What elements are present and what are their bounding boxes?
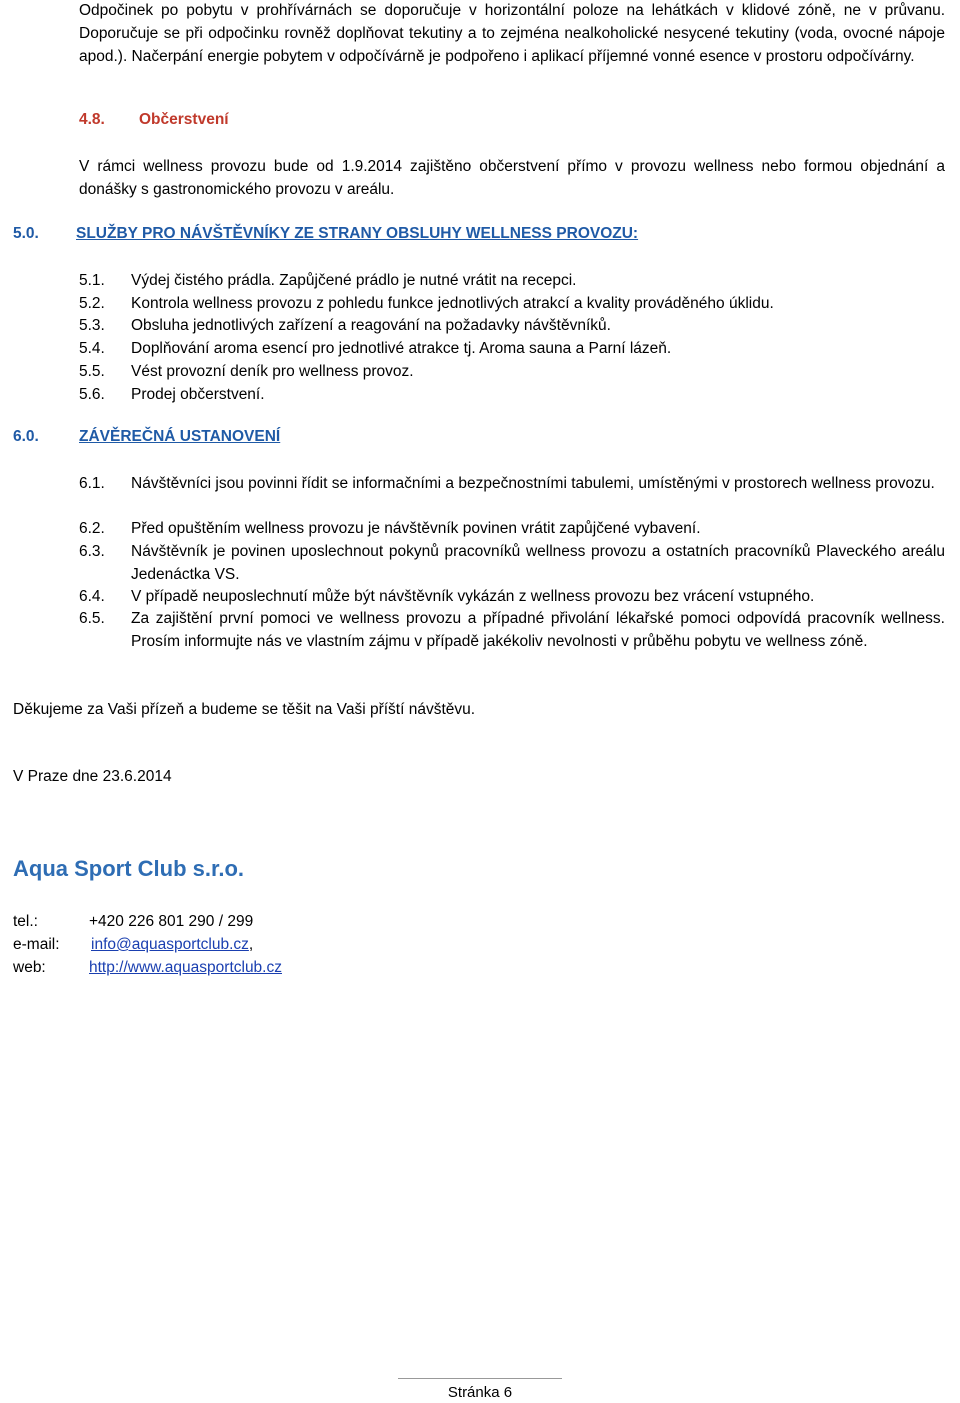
list-item-number: 5.6. — [79, 386, 105, 403]
list-item-text: Doplňování aroma esencí pro jednotlivé atrakce tj. Aroma sauna a Parní lázeň. — [131, 340, 672, 357]
page-number: Stránka 6 — [447, 1384, 513, 1401]
footer-divider — [398, 1378, 562, 1379]
contact-web — [13, 957, 282, 980]
web-label: web: — [13, 959, 46, 976]
section-5-title: SLUŽBY PRO NÁVŠTĚVNÍKY ZE STRANY OBSLUHY WELLNESS PROVOZU: — [76, 225, 639, 242]
section-4-8-number: 4.8. — [79, 111, 105, 128]
section-5-number: 5.0. — [13, 225, 39, 242]
list-item-text: Kontrola wellness provozu z pohledu funkce jednotlivých atrakcí a kvality prováděného úklidu. — [131, 295, 774, 312]
tel-value: +420 226 801 290 / 299 — [89, 913, 254, 930]
contact-tel — [13, 911, 253, 934]
section-4-8-text: V rámci wellness provozu bude od 1.9.2014 zajištěno občerstvení přímo v provozu wellness nebo formou objednání a donášky s gastronomického provozu v areálu. — [79, 158, 945, 198]
email-suffix: , — [248, 936, 254, 953]
list-item-text: Prodej občerstvení. — [131, 386, 265, 403]
list-item-number: 6.3. — [79, 543, 105, 560]
section-6-title: ZÁVĚREČNÁ USTANOVENÍ — [79, 428, 281, 445]
section-6-number: 6.0. — [13, 428, 39, 445]
list-item-number: 6.4. — [79, 588, 105, 605]
web-link[interactable]: http://www.aquasportclub.cz — [89, 959, 282, 976]
list-item-text: V případě neuposlechnutí může být návštěvník vykázán z wellness provozu bez vrácení vstupného. — [131, 588, 815, 605]
list-item-number: 5.3. — [79, 317, 105, 334]
list-item-number: 6.1. — [79, 475, 105, 492]
section-4-8-title: Občerstvení — [139, 111, 229, 128]
tel-label: tel.: — [13, 913, 38, 930]
company-name: Aqua Sport Club s.r.o. — [13, 856, 245, 881]
list-item-number: 6.5. — [79, 610, 105, 627]
list-item-text: Návštěvník je povinen uposlechnout pokynů pracovníků wellness provozu a ostatních pracovníků Plaveckého areálu Jedenáctka VS. — [131, 543, 945, 583]
list-item-text: Před opuštěním wellness provozu je návštěvník povinen vrátit zapůjčené vybavení. — [131, 520, 701, 537]
list-item-number: 5.5. — [79, 363, 105, 380]
email-link[interactable]: info@aquasportclub.cz — [91, 936, 249, 953]
intro-paragraph: Odpočinek po pobytu v prohřívárnách se doporučuje v horizontální poloze na lehátkách v klidové zóně, ne v průvanu. Doporučuje se při odpočinku rovněž doplňovat tekutiny a to zejména nealkoholické nesycené tekutiny (voda, ovocné nápoje apod.). Načerpání energie pobytem v odpočívárně je podpořeno i aplikací příjemné vonné esence v prostoru odpočívárny. — [79, 2, 945, 65]
list-item-text: Vést provozní deník pro wellness provoz. — [131, 363, 414, 380]
list-item-number: 5.2. — [79, 295, 105, 312]
list-item-number: 5.1. — [79, 272, 105, 289]
thanks-text: Děkujeme za Vaši přízeň a budeme se těšit na Vaši příští návštěvu. — [13, 701, 476, 718]
list-item-text: Výdej čistého prádla. Zapůjčené prádlo je nutné vrátit na recepci. — [131, 272, 577, 289]
place-date: V Praze dne 23.6.2014 — [13, 768, 172, 785]
list-item-text: Za zajištění první pomoci ve wellness provozu a případné přivolání lékařské pomoci odpovídá pracovník wellness. Prosím informujte nás ve vlastním zájmu v případě jakékoliv nevolnosti v průběhu pobytu ve wellness zóně. — [131, 610, 945, 650]
list-item-text: Obsluha jednotlivých zařízení a reagování na požadavky návštěvníků. — [131, 317, 611, 334]
email-label: e-mail: — [13, 936, 60, 953]
contact-email — [13, 934, 253, 957]
list-item-number: 6.2. — [79, 520, 105, 537]
list-item-text: Návštěvníci jsou povinni řídit se informačními a bezpečnostními tabulemi, umístěnými v prostorech wellness provozu. — [131, 475, 935, 492]
list-item-number: 5.4. — [79, 340, 105, 357]
